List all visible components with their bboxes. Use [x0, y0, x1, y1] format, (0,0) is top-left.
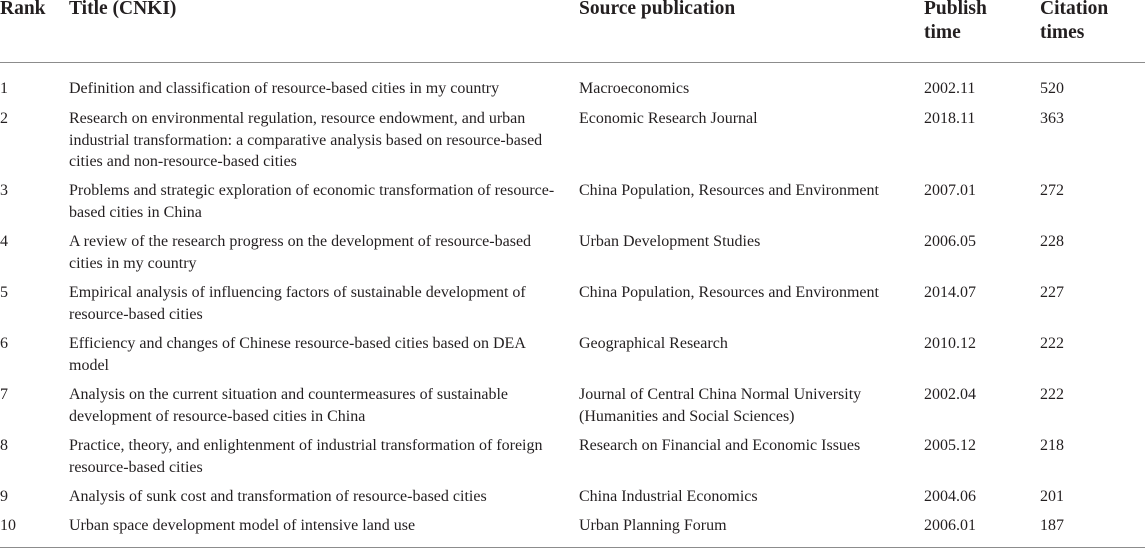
cell-title: Definition and classification of resource-based cities in my country	[69, 80, 500, 97]
cell-rank: 3	[0, 182, 8, 199]
header-publish-time	[924, 0, 1024, 45]
header-citation-times-line2: times	[1040, 22, 1085, 43]
header-publish-time-line2: time	[924, 22, 961, 43]
cell-source: China Population, Resources and Environment	[579, 182, 879, 199]
cell-publish-time: 2006.01	[924, 517, 976, 534]
cell-rank: 1	[0, 80, 8, 97]
cell-publish-time: 2006.05	[924, 233, 976, 250]
header-publish-time-line1: Publish	[924, 0, 987, 19]
cell-rank: 2	[0, 110, 8, 127]
cell-publish-time: 2004.06	[924, 488, 976, 505]
cell-rank: 10	[0, 517, 16, 534]
cell-title: Practice, theory, and enlightenment of industrial transformation of foreign resource-based cities	[69, 437, 543, 476]
cell-rank: 7	[0, 386, 8, 403]
cell-citations: 272	[1040, 182, 1064, 199]
cell-citations: 363	[1040, 110, 1064, 127]
cell-title: Analysis of sunk cost and transformation of resource-based cities	[69, 488, 487, 505]
header-source: Source publication	[579, 0, 736, 19]
cell-source: Economic Research Journal	[579, 110, 758, 127]
cell-publish-time: 2018.11	[924, 110, 976, 127]
cell-title: Problems and strategic exploration of economic transformation of resource-based cities in China	[69, 182, 555, 221]
cell-title: Efficiency and changes of Chinese resource-based cities based on DEA model	[69, 335, 525, 374]
cell-source: Research on Financial and Economic Issues	[579, 437, 861, 454]
cell-citations: 520	[1040, 80, 1064, 97]
cell-rank: 9	[0, 488, 8, 505]
cell-title: Analysis on the current situation and countermeasures of sustainable development of resource-based cities in China	[69, 386, 508, 425]
cell-publish-time: 2002.04	[924, 386, 976, 403]
cell-title: A review of the research progress on the development of resource-based cities in my country	[69, 233, 532, 272]
cell-title: Research on environmental regulation, resource endowment, and urban industrial transformation: a comparative analysis based on resource-based cities and non-resource-based cities	[69, 110, 543, 170]
cell-citations: 222	[1040, 386, 1064, 403]
cell-rank: 4	[0, 233, 8, 250]
cell-citations: 218	[1040, 437, 1064, 454]
cell-citations: 227	[1040, 284, 1064, 301]
cell-source: Journal of Central China Normal University (Humanities and Social Sciences)	[579, 386, 862, 425]
cell-citations: 201	[1040, 488, 1064, 505]
cell-source: Urban Planning Forum	[579, 517, 727, 534]
cell-publish-time: 2002.11	[924, 80, 976, 97]
cell-publish-time: 2007.01	[924, 182, 976, 199]
cell-publish-time: 2014.07	[924, 284, 976, 301]
table-header	[0, 0, 1145, 63]
cell-source: Macroeconomics	[579, 80, 690, 97]
cell-source: China Population, Resources and Environment	[579, 284, 879, 301]
cell-source: Urban Development Studies	[579, 233, 761, 250]
cell-rank: 5	[0, 284, 8, 301]
header-citation-times-line1: Citation	[1040, 0, 1109, 19]
cell-rank: 6	[0, 335, 8, 352]
cell-source: Geographical Research	[579, 335, 728, 352]
header-rank: Rank	[0, 0, 46, 19]
cell-source: China Industrial Economics	[579, 488, 758, 505]
cell-citations: 187	[1040, 517, 1064, 534]
header-citation-times	[1040, 0, 1140, 45]
cell-rank: 8	[0, 437, 8, 454]
header-title: Title (CNKI)	[69, 0, 177, 19]
table-bottom-rule	[0, 547, 1145, 548]
cell-title: Urban space development model of intensive land use	[69, 517, 416, 534]
cell-citations: 228	[1040, 233, 1064, 250]
cell-publish-time: 2005.12	[924, 437, 976, 454]
cell-title: Empirical analysis of influencing factors of sustainable development of resource-based cities	[69, 284, 526, 323]
cell-citations: 222	[1040, 335, 1064, 352]
cell-publish-time: 2010.12	[924, 335, 976, 352]
